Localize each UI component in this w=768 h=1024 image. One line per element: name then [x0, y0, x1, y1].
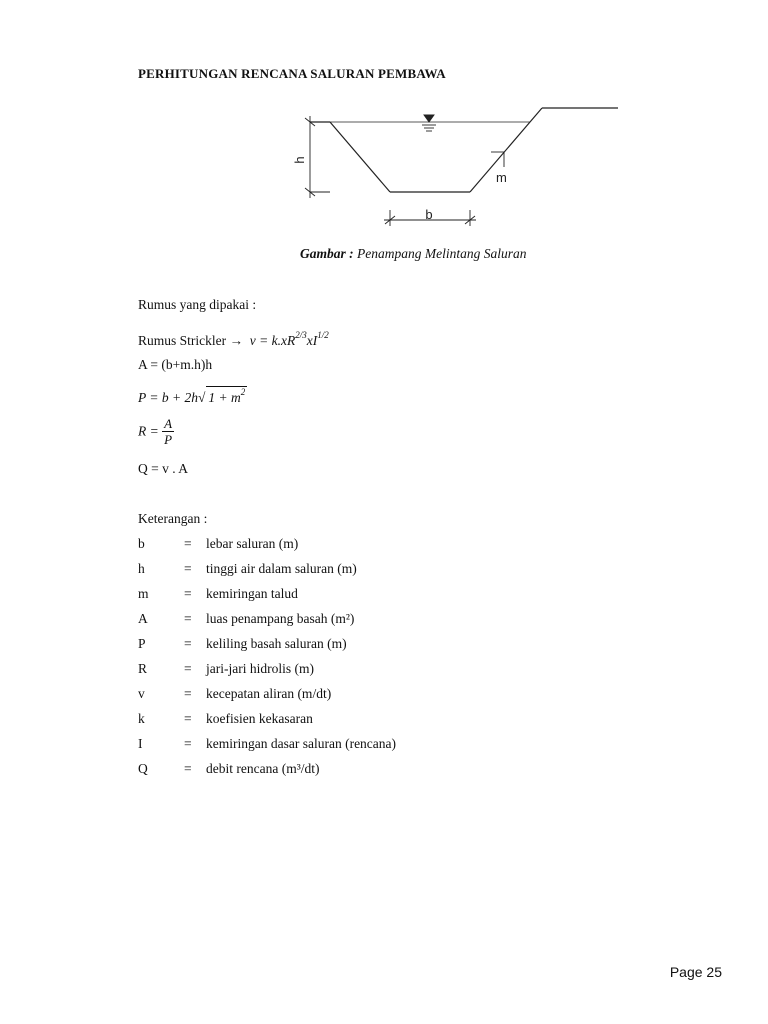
- formula-area: A = (b+m.h)h: [138, 357, 213, 372]
- rumus-intro: Rumus yang dipakai :: [138, 297, 257, 312]
- formula-discharge: Q = v . A: [138, 461, 188, 476]
- label-b: b: [425, 207, 433, 222]
- formula-perimeter: P = b + 2h√ $1 + m^2$: [138, 387, 246, 405]
- channel-outline: [310, 108, 618, 192]
- figure-caption: [300, 246, 526, 262]
- strickler-label: Rumus Strickler →: [138, 333, 243, 348]
- page-title: PERHITUNGAN RENCANA SALURAN PEMBAWA: [138, 66, 446, 81]
- label-m: m: [496, 170, 507, 185]
- page-number: Page 25: [669, 964, 722, 980]
- keterangan-title: Keterangan :: [138, 511, 208, 526]
- label-h: h: [292, 156, 307, 164]
- formula-radius: R = $\frac{A}{P}$: [138, 416, 173, 447]
- water-level-icon: [422, 115, 436, 131]
- caption-text: Penampang Melintang Saluran: [357, 246, 527, 261]
- strickler-formula: [138, 330, 329, 349]
- channel-cross-section-diagram: [238, 98, 622, 228]
- strickler-equation: $v = k.xR^{2/3}xI^{1/2}$: [246, 330, 329, 348]
- caption-label: Gambar :: [300, 246, 354, 261]
- h-dimension: [305, 116, 330, 198]
